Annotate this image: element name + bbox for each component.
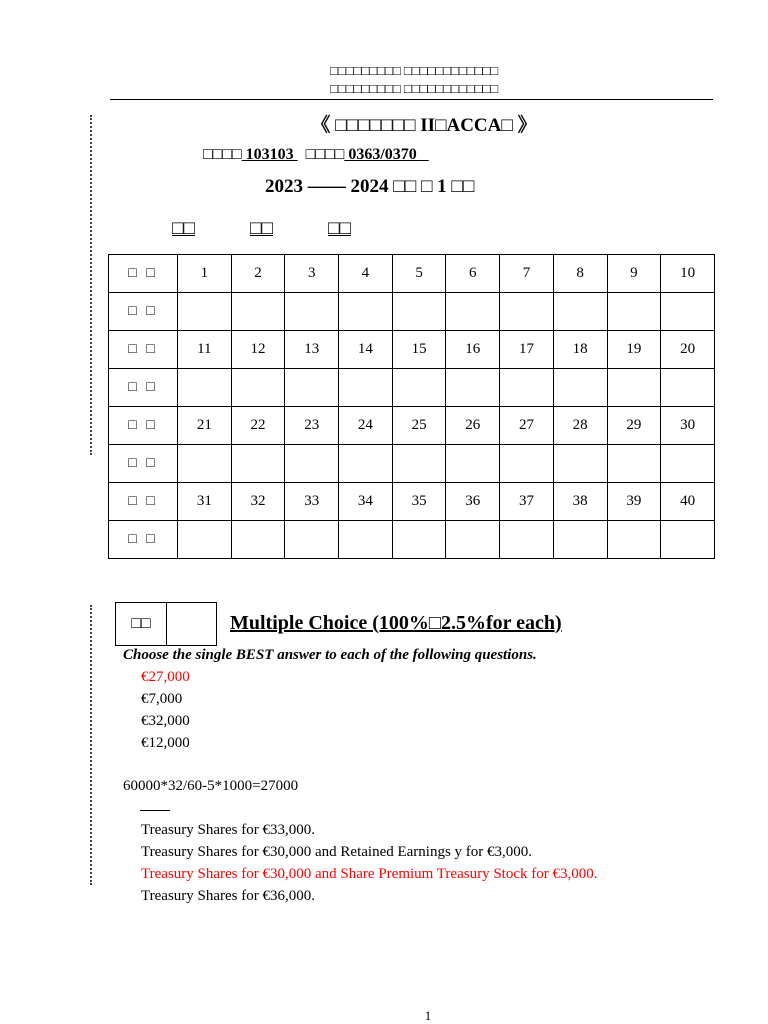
answer-row-label: □ □ — [109, 369, 178, 407]
question-number-cell: 36 — [446, 483, 500, 521]
question-number-cell: 38 — [553, 483, 607, 521]
school-header-line-2: □□□□□□□□□ □□□□□□□□□□□□ — [330, 81, 499, 96]
answer-cell[interactable] — [446, 521, 500, 559]
answer-cell[interactable] — [500, 521, 554, 559]
answer-cell[interactable] — [553, 293, 607, 331]
question-number-cell: 21 — [178, 407, 232, 445]
answer-cell[interactable] — [446, 369, 500, 407]
question-number-cell: 34 — [339, 483, 393, 521]
answer-cell[interactable] — [285, 369, 339, 407]
student-info-field-1: □□ — [172, 218, 195, 239]
question-number-cell: 28 — [553, 407, 607, 445]
question-row-label: □ □ — [109, 255, 178, 293]
answer-row — [109, 369, 715, 407]
answer-cell[interactable] — [392, 445, 446, 483]
student-info-field-2: □□ — [250, 218, 273, 239]
question-number-cell: 32 — [231, 483, 285, 521]
answer-grid — [108, 254, 715, 559]
section-score-box — [115, 602, 217, 646]
answer-row-label: □ □ — [109, 293, 178, 331]
question-number-cell: 37 — [500, 483, 554, 521]
question-number-cell: 7 — [500, 255, 554, 293]
question-number-cell: 12 — [231, 331, 285, 369]
question-number-cell: 3 — [285, 255, 339, 293]
q1-option-d: €12,000 — [141, 735, 190, 751]
answer-cell[interactable] — [500, 445, 554, 483]
question-number-row — [109, 255, 715, 293]
answer-row — [109, 521, 715, 559]
school-header-line-1: □□□□□□□□□ □□□□□□□□□□□□ — [330, 63, 499, 78]
question-separator — [140, 810, 170, 811]
question-number-cell: 9 — [607, 255, 661, 293]
question-number-cell: 22 — [231, 407, 285, 445]
answer-cell[interactable] — [607, 445, 661, 483]
answer-cell[interactable] — [392, 293, 446, 331]
question-number-cell: 40 — [661, 483, 715, 521]
answer-cell[interactable] — [446, 293, 500, 331]
answer-cell[interactable] — [231, 445, 285, 483]
q2-option-d: Treasury Shares for €36,000. — [141, 888, 316, 904]
question-number-row — [109, 407, 715, 445]
score-label: □□ — [116, 603, 167, 645]
binding-line-top — [90, 115, 92, 455]
question-number-cell: 25 — [392, 407, 446, 445]
question-number-cell: 13 — [285, 331, 339, 369]
answer-cell[interactable] — [661, 445, 715, 483]
exam-title: 《 □□□□□□□ II□ACCA□ 》 — [311, 115, 537, 136]
page-number: 1 — [424, 1008, 432, 1023]
course-code-value: 103103 — [241, 146, 298, 163]
question-number-cell: 2 — [231, 255, 285, 293]
question-number-cell: 16 — [446, 331, 500, 369]
question-number-cell: 11 — [178, 331, 232, 369]
answer-cell[interactable] — [661, 293, 715, 331]
answer-cell[interactable] — [607, 293, 661, 331]
question-number-cell: 19 — [607, 331, 661, 369]
question-number-cell: 35 — [392, 483, 446, 521]
answer-cell[interactable] — [231, 369, 285, 407]
answer-cell[interactable] — [231, 521, 285, 559]
question-number-cell: 6 — [446, 255, 500, 293]
question-number-cell: 10 — [661, 255, 715, 293]
q2-option-a: Treasury Shares for €33,000. — [141, 822, 316, 838]
answer-cell[interactable] — [661, 521, 715, 559]
answer-cell[interactable] — [178, 445, 232, 483]
question-number-cell: 30 — [661, 407, 715, 445]
answer-cell[interactable] — [553, 521, 607, 559]
academic-year: 2023 —— 2024 □□ □ 1 □□ — [265, 176, 475, 197]
answer-cell[interactable] — [339, 293, 393, 331]
question-number-cell: 20 — [661, 331, 715, 369]
question-number-cell: 8 — [553, 255, 607, 293]
answer-row — [109, 445, 715, 483]
question-number-cell: 31 — [178, 483, 232, 521]
answer-cell[interactable] — [339, 445, 393, 483]
question-number-cell: 26 — [446, 407, 500, 445]
question-row-label: □ □ — [109, 331, 178, 369]
answer-cell[interactable] — [661, 369, 715, 407]
answer-row-label: □ □ — [109, 445, 178, 483]
answer-cell[interactable] — [178, 369, 232, 407]
q2-option-b: Treasury Shares for €30,000 and Retained Earnings y for €3,000. — [141, 844, 533, 860]
question-number-cell: 5 — [392, 255, 446, 293]
class-value: 0363/0370 — [344, 146, 421, 163]
answer-cell[interactable] — [500, 293, 554, 331]
section-instructions: Choose the single BEST answer to each of the following questions. — [123, 647, 537, 663]
question-number-cell: 39 — [607, 483, 661, 521]
answer-cell[interactable] — [392, 369, 446, 407]
answer-row-label: □ □ — [109, 521, 178, 559]
question-number-cell: 29 — [607, 407, 661, 445]
answer-cell[interactable] — [500, 369, 554, 407]
q1-option-c: €32,000 — [141, 713, 190, 729]
question-row-label: □ □ — [109, 483, 178, 521]
answer-cell[interactable] — [178, 293, 232, 331]
answer-cell[interactable] — [607, 369, 661, 407]
question-number-row — [109, 483, 715, 521]
student-info-line — [172, 218, 408, 240]
section-title: Multiple Choice (100%□2.5%for each) — [230, 612, 562, 634]
question-number-cell: 14 — [339, 331, 393, 369]
class-label: □□□□ — [305, 146, 345, 163]
question-number-cell: 17 — [500, 331, 554, 369]
course-code-label: □□□□ — [203, 146, 242, 163]
answer-cell[interactable] — [339, 369, 393, 407]
answer-cell[interactable] — [285, 445, 339, 483]
question-number-row — [109, 331, 715, 369]
question-number-cell: 33 — [285, 483, 339, 521]
question-number-cell: 15 — [392, 331, 446, 369]
answer-cell[interactable] — [178, 521, 232, 559]
answer-cell[interactable] — [553, 445, 607, 483]
question-number-cell: 27 — [500, 407, 554, 445]
question-row-label: □ □ — [109, 407, 178, 445]
course-info — [203, 146, 429, 164]
answer-cell[interactable] — [285, 293, 339, 331]
answer-cell[interactable] — [607, 521, 661, 559]
q2-option-c: Treasury Shares for €30,000 and Share Premium Treasury Stock for €3,000. — [141, 866, 598, 882]
binding-line-bottom — [90, 605, 92, 885]
question-number-cell: 1 — [178, 255, 232, 293]
answer-cell[interactable] — [446, 445, 500, 483]
question-number-cell: 18 — [553, 331, 607, 369]
answer-cell[interactable] — [553, 369, 607, 407]
q1-option-b: €7,000 — [141, 691, 183, 707]
answer-cell[interactable] — [339, 521, 393, 559]
header-divider — [110, 99, 713, 100]
question-number-cell: 23 — [285, 407, 339, 445]
student-info-field-3: □□ — [328, 218, 351, 239]
question-number-cell: 24 — [339, 407, 393, 445]
q1-calculation: 60000*32/60-5*1000=27000 — [123, 778, 299, 794]
question-number-cell: 4 — [339, 255, 393, 293]
q1-option-a: €27,000 — [141, 669, 190, 685]
answer-cell[interactable] — [392, 521, 446, 559]
answer-row — [109, 293, 715, 331]
answer-cell[interactable] — [285, 521, 339, 559]
answer-cell[interactable] — [231, 293, 285, 331]
